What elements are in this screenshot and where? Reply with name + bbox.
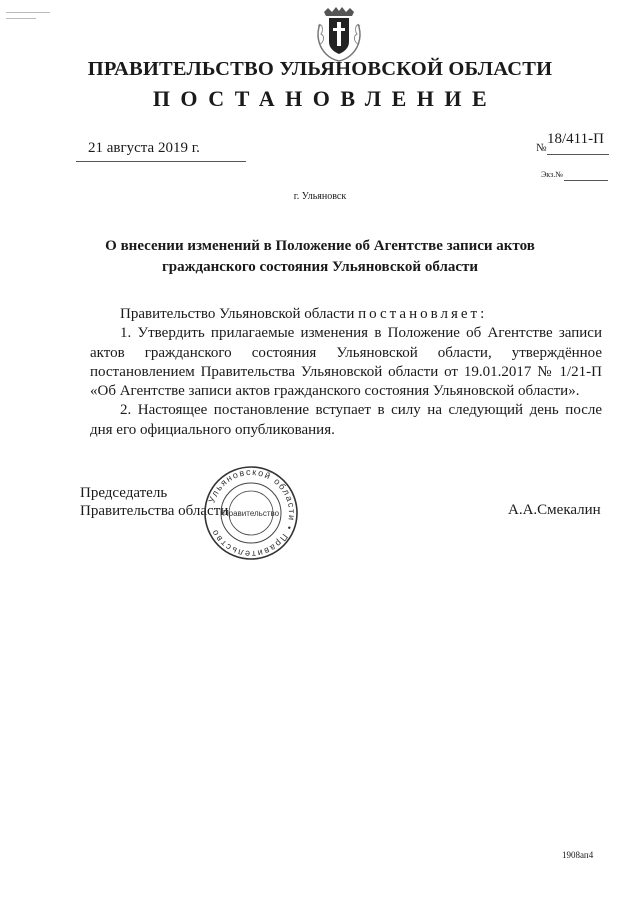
- paragraph-item-2: 2. Настоящее постановление вступает в силу на следующий день после дня его официального опубликования.: [90, 402, 602, 438]
- official-seal-icon: [203, 465, 299, 561]
- number-prefix: №: [536, 142, 547, 154]
- svg-text:Ульяновской области • Правител: Ульяновской области • Правительство: [206, 466, 298, 560]
- organization-title: ПРАВИТЕЛЬСТВО УЛЬЯНОВСКОЙ ОБЛАСТИ: [87, 58, 553, 80]
- scan-mark-left: [6, 12, 50, 13]
- document-type: ПОСТАНОВЛЕНИЕ: [152, 86, 498, 111]
- intro-text: Правительство Ульяновской области: [120, 306, 359, 322]
- document-title-line-2: гражданского состояния Ульяновской области: [161, 259, 479, 275]
- signatory-name: А.А.Смекалин: [508, 502, 601, 518]
- signatory-position-line-2: Правительства области: [80, 503, 229, 519]
- date-underline: [76, 161, 246, 162]
- city: г. Ульяновск: [293, 191, 347, 202]
- footer-reference: 1908ап4: [562, 850, 594, 860]
- document-body: [90, 305, 602, 440]
- svg-text:Правительство: Правительство: [222, 509, 280, 518]
- scan-mark-left-2: [6, 18, 36, 19]
- copy-number-line: [564, 180, 608, 181]
- signatory-position-line-1: Председатель: [80, 485, 168, 501]
- document-title-line-1: О внесении изменений в Положение об Агентстве записи актов: [105, 238, 535, 254]
- number-underline: [547, 154, 609, 155]
- paragraph-item-1: 1. Утвердить прилагаемые изменения в Положение об Агентстве записи актов гражданского состояния Ульяновской области, утверждённое постановлением Правительства Ульяновской области от 19.01.2017 № 1/21-П «Об Агентстве записи актов гражданского состояния Ульяновской области».: [90, 325, 602, 400]
- document-title: [100, 236, 540, 278]
- coat-of-arms-icon: [316, 6, 362, 62]
- document-date: 21 августа 2019 г.: [88, 140, 200, 156]
- copy-number-label: Экз.№: [541, 170, 563, 179]
- intro-paragraph: [90, 305, 602, 324]
- intro-decree-word: постановляет:: [358, 306, 488, 322]
- document-number: 18/411-П: [547, 131, 604, 147]
